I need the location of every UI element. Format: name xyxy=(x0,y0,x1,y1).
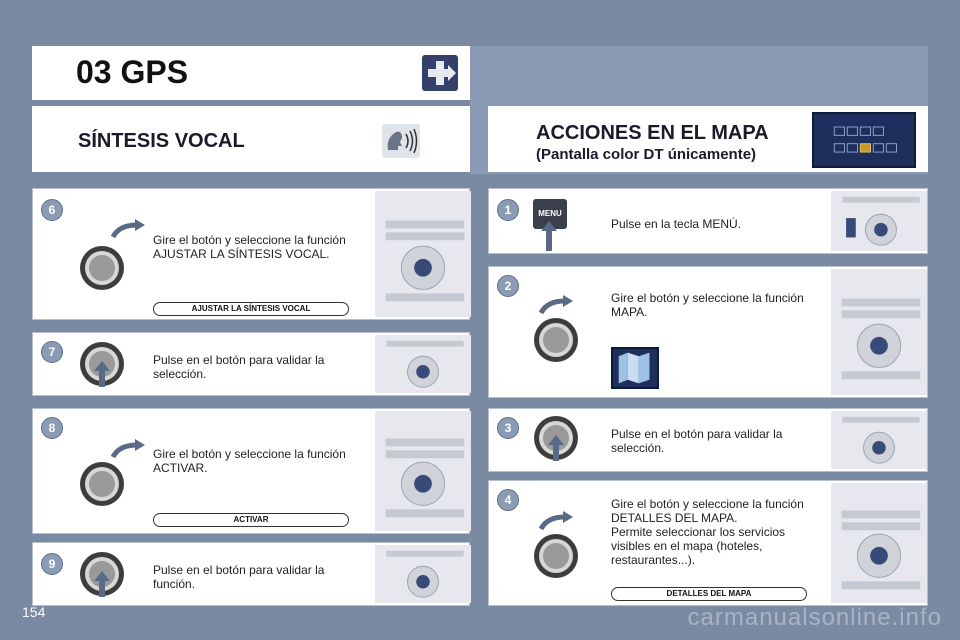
page-number: 154 xyxy=(22,604,46,620)
control-panel-illustration xyxy=(831,411,927,469)
watermark: carmanualsonline.info xyxy=(687,604,942,631)
rotary-knob-icon xyxy=(79,245,125,291)
step-card-7 xyxy=(32,332,470,396)
push-knob-icon xyxy=(79,551,125,597)
step-description: Gire el botón y seleccione la función AJUSTAR LA SÍNTESIS VOCAL. xyxy=(153,233,346,261)
step-card-4 xyxy=(488,480,928,606)
step-number-badge: 1 xyxy=(497,199,519,221)
step-number-badge: 2 xyxy=(497,275,519,297)
step-number-badge: 6 xyxy=(41,199,63,221)
menu-label-pill: ACTIVAR xyxy=(153,513,349,527)
step-card-2 xyxy=(488,266,928,398)
step-description: Pulse en el botón para validar la selección. xyxy=(611,427,783,455)
page-title: 03 GPS xyxy=(76,54,189,90)
menu-key-icon: MENU xyxy=(533,199,567,229)
step-number-badge: 3 xyxy=(497,417,519,439)
step-card-9 xyxy=(32,542,470,606)
rotary-knob-icon xyxy=(533,317,579,363)
control-panel-illustration xyxy=(831,483,927,603)
step-description: Gire el botón y seleccione la función ACTIVAR. xyxy=(153,447,346,475)
screen-menu-thumbnail xyxy=(812,112,916,168)
rotate-arrow-icon xyxy=(539,511,573,531)
rotate-arrow-icon xyxy=(111,439,145,459)
control-panel-illustration xyxy=(375,411,471,531)
section-title: SÍNTESIS VOCAL xyxy=(78,130,245,152)
press-arrow-icon xyxy=(541,221,557,251)
voice-icon xyxy=(382,124,420,158)
step-number-badge: 8 xyxy=(41,417,63,439)
section-subtitle: (Pantalla color DT únicamente) xyxy=(536,146,757,163)
step-card-3 xyxy=(488,408,928,472)
rotary-knob-icon xyxy=(79,461,125,507)
map-folded-icon xyxy=(611,347,659,389)
title-bar xyxy=(32,46,470,100)
step-card-8 xyxy=(32,408,470,534)
section-header-sintesis xyxy=(32,106,470,172)
gps-navigation-icon xyxy=(422,55,458,91)
push-knob-icon xyxy=(533,415,579,461)
control-panel-illustration xyxy=(375,191,471,317)
step-description: Pulse en el botón para validar la selección. xyxy=(153,353,325,381)
step-description: Pulse en el botón para validar la función. xyxy=(153,563,325,591)
rotate-arrow-icon xyxy=(111,219,145,239)
step-description: Gire el botón y seleccione la función DETALLES DEL MAPA. Permite seleccionar los servicios visibles en el mapa (hoteles, restaurantes...). xyxy=(611,497,804,567)
step-card-6 xyxy=(32,188,470,320)
step-description: Gire el botón y seleccione la función MAPA. xyxy=(611,291,804,319)
rotate-arrow-icon xyxy=(539,295,573,315)
step-description: Pulse en la tecla MENÚ. xyxy=(611,217,742,231)
control-panel-illustration xyxy=(375,335,471,393)
section-title: ACCIONES EN EL MAPA xyxy=(536,122,769,144)
menu-label-pill: DETALLES DEL MAPA xyxy=(611,587,807,601)
menu-label-pill: AJUSTAR LA SÍNTESIS VOCAL xyxy=(153,302,349,316)
control-panel-illustration xyxy=(831,191,927,251)
step-number-badge: 7 xyxy=(41,341,63,363)
step-number-badge: 4 xyxy=(497,489,519,511)
control-panel-illustration xyxy=(375,545,471,603)
push-knob-icon xyxy=(79,341,125,387)
step-card-1 xyxy=(488,188,928,254)
rotary-knob-icon xyxy=(533,533,579,579)
control-panel-illustration xyxy=(831,269,927,395)
step-number-badge: 9 xyxy=(41,553,63,575)
